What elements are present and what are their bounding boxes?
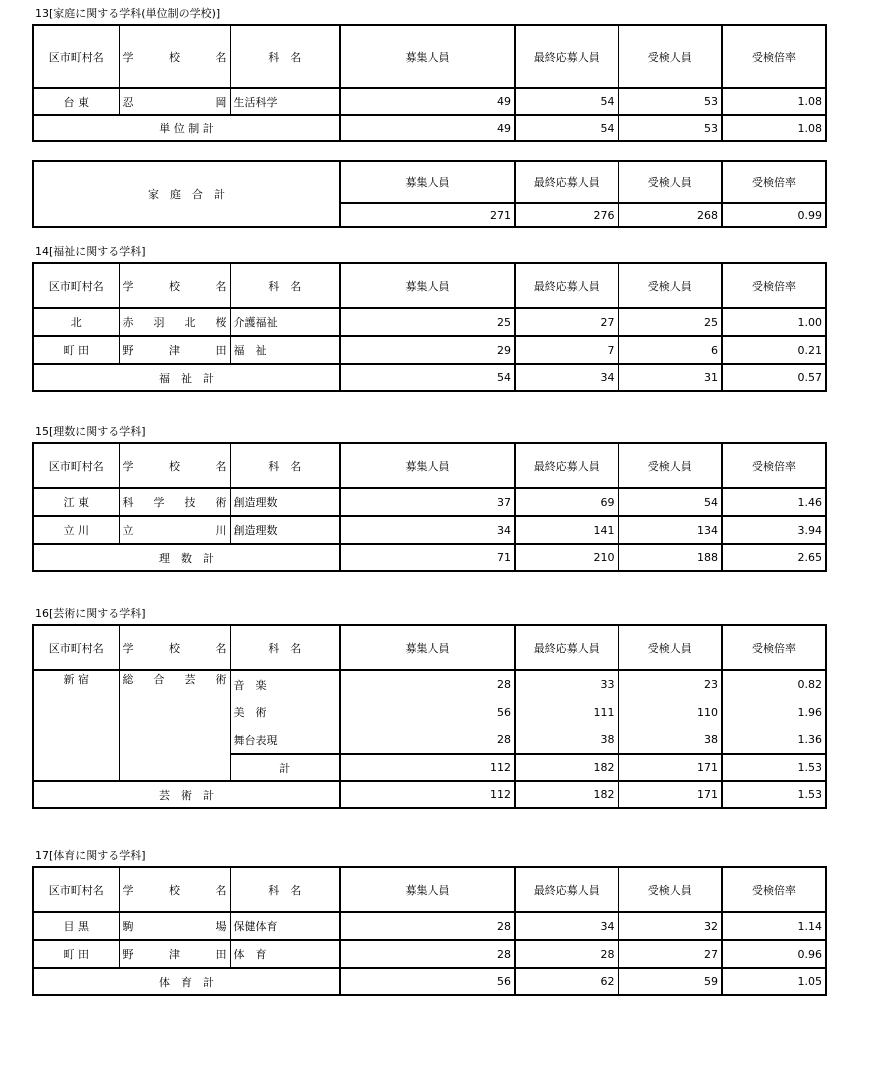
header-recruit: 募集人員 xyxy=(340,867,515,912)
table-header xyxy=(33,263,826,308)
cell-subject: 美 術 xyxy=(230,698,340,726)
total-examinees: 171 xyxy=(618,781,722,808)
header-ratio: 受検倍率 xyxy=(722,443,826,488)
cell-ratio: 0.82 xyxy=(722,670,826,698)
section-13-title: 13[家庭に関する学科(単位制の学校)] xyxy=(35,7,221,20)
header-ratio: 受検倍率 xyxy=(722,161,826,203)
cell-final-app: 27 xyxy=(515,308,618,336)
header-ward: 区市町村名 xyxy=(33,625,119,670)
table-row xyxy=(33,336,826,364)
cell-recruit: 37 xyxy=(340,488,515,516)
cell-recruit: 28 xyxy=(340,726,515,754)
total-recruit: 112 xyxy=(340,781,515,808)
total-recruit: 71 xyxy=(340,544,515,571)
cell-final-app: 69 xyxy=(515,488,618,516)
table-header xyxy=(33,867,826,912)
table-row xyxy=(33,912,826,940)
table-row xyxy=(33,308,826,336)
header-school: 学 校 名 xyxy=(119,867,230,912)
table-13 xyxy=(32,24,827,142)
cell-final-app: 54 xyxy=(515,88,618,115)
cell-examinees: 32 xyxy=(618,912,722,940)
total-ratio: 1.08 xyxy=(722,115,826,141)
table-katei-total xyxy=(32,160,827,228)
cell-recruit: 28 xyxy=(340,912,515,940)
cell-final-app: 38 xyxy=(515,726,618,754)
total-examinees: 188 xyxy=(618,544,722,571)
total-ratio: 0.57 xyxy=(722,364,826,391)
cell-school: 駒 場 xyxy=(119,912,230,940)
cell-subject: 福 祉 xyxy=(230,336,340,364)
table-15 xyxy=(32,442,827,572)
cell-ratio: 0.96 xyxy=(722,940,826,968)
total-row xyxy=(33,781,826,808)
table-row xyxy=(33,516,826,544)
cell-ward: 目 黒 xyxy=(33,912,119,940)
cell-final-app: 7 xyxy=(515,336,618,364)
header-final-app: 最終応募人員 xyxy=(515,25,618,88)
cell-recruit: 25 xyxy=(340,308,515,336)
katei-total-final-app: 276 xyxy=(515,203,618,227)
cell-examinees: 53 xyxy=(618,88,722,115)
header-ratio: 受検倍率 xyxy=(722,263,826,308)
cell-subject: 生活科学 xyxy=(230,88,340,115)
cell-ratio: 1.00 xyxy=(722,308,826,336)
cell-examinees: 6 xyxy=(618,336,722,364)
header-ratio: 受検倍率 xyxy=(722,625,826,670)
cell-final-app: 28 xyxy=(515,940,618,968)
header-ratio: 受検倍率 xyxy=(722,25,826,88)
cell-subject: 介護福祉 xyxy=(230,308,340,336)
cell-ward: 江 東 xyxy=(33,488,119,516)
cell-ratio: 0.21 xyxy=(722,336,826,364)
total-examinees: 31 xyxy=(618,364,722,391)
total-label: 単 位 制 計 xyxy=(159,122,214,135)
subtotal-ratio: 1.53 xyxy=(722,754,826,781)
katei-total-label: 家 庭 合 計 xyxy=(148,188,225,201)
cell-recruit: 28 xyxy=(340,940,515,968)
cell-ward: 町 田 xyxy=(33,336,119,364)
total-recruit: 49 xyxy=(340,115,515,141)
header-examinees: 受検人員 xyxy=(618,161,722,203)
header-subject: 科 名 xyxy=(230,625,340,670)
total-label: 理 数 計 xyxy=(159,551,214,565)
total-ratio: 2.65 xyxy=(722,544,826,571)
total-recruit: 54 xyxy=(340,364,515,391)
cell-final-app: 111 xyxy=(515,698,618,726)
header-recruit: 募集人員 xyxy=(340,161,515,203)
cell-recruit: 29 xyxy=(340,336,515,364)
cell-subject: 創造理数 xyxy=(230,488,340,516)
cell-ratio: 1.96 xyxy=(722,698,826,726)
header-examinees: 受検人員 xyxy=(618,443,722,488)
total-row xyxy=(33,115,826,141)
cell-ward: 北 xyxy=(33,308,119,336)
cell-ratio: 1.46 xyxy=(722,488,826,516)
total-recruit: 56 xyxy=(340,968,515,995)
cell-ratio: 3.94 xyxy=(722,516,826,544)
header-recruit: 募集人員 xyxy=(340,625,515,670)
header-ward: 区市町村名 xyxy=(33,867,119,912)
section-17-title: 17[体育に関する学科] xyxy=(35,849,146,862)
total-final-app: 210 xyxy=(515,544,618,571)
subtotal-examinees: 171 xyxy=(618,754,722,781)
header-ratio: 受検倍率 xyxy=(722,867,826,912)
subtotal-label: 計 xyxy=(230,754,340,781)
subtotal-recruit: 112 xyxy=(340,754,515,781)
section-14-title: 14[福祉に関する学科] xyxy=(35,245,146,258)
table-row xyxy=(33,88,826,115)
cell-recruit: 49 xyxy=(340,88,515,115)
cell-ratio: 1.14 xyxy=(722,912,826,940)
cell-school: 立 川 xyxy=(119,516,230,544)
katei-total-examinees: 268 xyxy=(618,203,722,227)
total-label: 体 育 計 xyxy=(159,975,214,989)
table-header xyxy=(33,625,826,670)
katei-total-ratio: 0.99 xyxy=(722,203,826,227)
total-row xyxy=(33,544,826,571)
header-school: 学 校 名 xyxy=(119,625,230,670)
cell-school: 赤 羽 北 桜 xyxy=(119,308,230,336)
cell-examinees: 27 xyxy=(618,940,722,968)
cell-ward: 立 川 xyxy=(33,516,119,544)
total-examinees: 59 xyxy=(618,968,722,995)
cell-subject: 体 育 xyxy=(230,940,340,968)
cell-subject: 舞台表現 xyxy=(230,726,340,754)
cell-subject: 保健体育 xyxy=(230,912,340,940)
total-final-app: 54 xyxy=(515,115,618,141)
cell-examinees: 38 xyxy=(618,726,722,754)
cell-recruit: 28 xyxy=(340,670,515,698)
cell-examinees: 23 xyxy=(618,670,722,698)
table-row xyxy=(33,940,826,968)
header-ward: 区市町村名 xyxy=(33,263,119,308)
header-recruit: 募集人員 xyxy=(340,443,515,488)
subtotal-final-app: 182 xyxy=(515,754,618,781)
katei-total-header xyxy=(33,161,826,203)
cell-school: 野 津 田 xyxy=(119,336,230,364)
header-examinees: 受検人員 xyxy=(618,867,722,912)
cell-school: 忍 岡 xyxy=(119,88,230,115)
header-final-app: 最終応募人員 xyxy=(515,263,618,308)
table-header xyxy=(33,443,826,488)
header-final-app: 最終応募人員 xyxy=(515,625,618,670)
cell-examinees: 25 xyxy=(618,308,722,336)
total-final-app: 34 xyxy=(515,364,618,391)
cell-final-app: 34 xyxy=(515,912,618,940)
cell-ward: 台 東 xyxy=(33,88,119,115)
cell-recruit: 34 xyxy=(340,516,515,544)
header-examinees: 受検人員 xyxy=(618,625,722,670)
cell-school: 総 合 芸 術 xyxy=(119,670,230,781)
cell-school: 科 学 技 術 xyxy=(119,488,230,516)
header-examinees: 受検人員 xyxy=(618,25,722,88)
table-row xyxy=(33,488,826,516)
table-16 xyxy=(32,624,827,809)
table-header xyxy=(33,25,826,88)
cell-school: 野 津 田 xyxy=(119,940,230,968)
cell-ward: 新 宿 xyxy=(33,670,119,781)
header-final-app: 最終応募人員 xyxy=(515,443,618,488)
cell-final-app: 141 xyxy=(515,516,618,544)
header-school: 学 校 名 xyxy=(119,443,230,488)
table-row xyxy=(33,670,826,698)
cell-final-app: 33 xyxy=(515,670,618,698)
total-ratio: 1.53 xyxy=(722,781,826,808)
header-recruit: 募集人員 xyxy=(340,263,515,308)
total-final-app: 182 xyxy=(515,781,618,808)
header-ward: 区市町村名 xyxy=(33,443,119,488)
cell-examinees: 134 xyxy=(618,516,722,544)
katei-total-recruit: 271 xyxy=(340,203,515,227)
header-subject: 科 名 xyxy=(230,263,340,308)
header-ward: 区市町村名 xyxy=(33,25,119,88)
cell-ratio: 1.36 xyxy=(722,726,826,754)
total-label: 芸 術 計 xyxy=(159,788,214,802)
total-row xyxy=(33,364,826,391)
header-final-app: 最終応募人員 xyxy=(515,161,618,203)
header-school: 学 校 名 xyxy=(119,25,230,88)
header-examinees: 受検人員 xyxy=(618,263,722,308)
total-final-app: 62 xyxy=(515,968,618,995)
header-subject: 科 名 xyxy=(230,867,340,912)
header-final-app: 最終応募人員 xyxy=(515,867,618,912)
header-subject: 科 名 xyxy=(230,25,340,88)
total-ratio: 1.05 xyxy=(722,968,826,995)
cell-examinees: 54 xyxy=(618,488,722,516)
header-recruit: 募集人員 xyxy=(340,25,515,88)
cell-examinees: 110 xyxy=(618,698,722,726)
total-label: 福 祉 計 xyxy=(159,371,214,385)
cell-recruit: 56 xyxy=(340,698,515,726)
cell-ward: 町 田 xyxy=(33,940,119,968)
header-school: 学 校 名 xyxy=(119,263,230,308)
header-subject: 科 名 xyxy=(230,443,340,488)
section-16-title: 16[芸術に関する学科] xyxy=(35,607,146,620)
table-17 xyxy=(32,866,827,996)
total-row xyxy=(33,968,826,995)
table-14 xyxy=(32,262,827,392)
cell-subject: 創造理数 xyxy=(230,516,340,544)
cell-subject: 音 楽 xyxy=(230,670,340,698)
cell-ratio: 1.08 xyxy=(722,88,826,115)
total-examinees: 53 xyxy=(618,115,722,141)
section-15-title: 15[理数に関する学科] xyxy=(35,425,146,438)
